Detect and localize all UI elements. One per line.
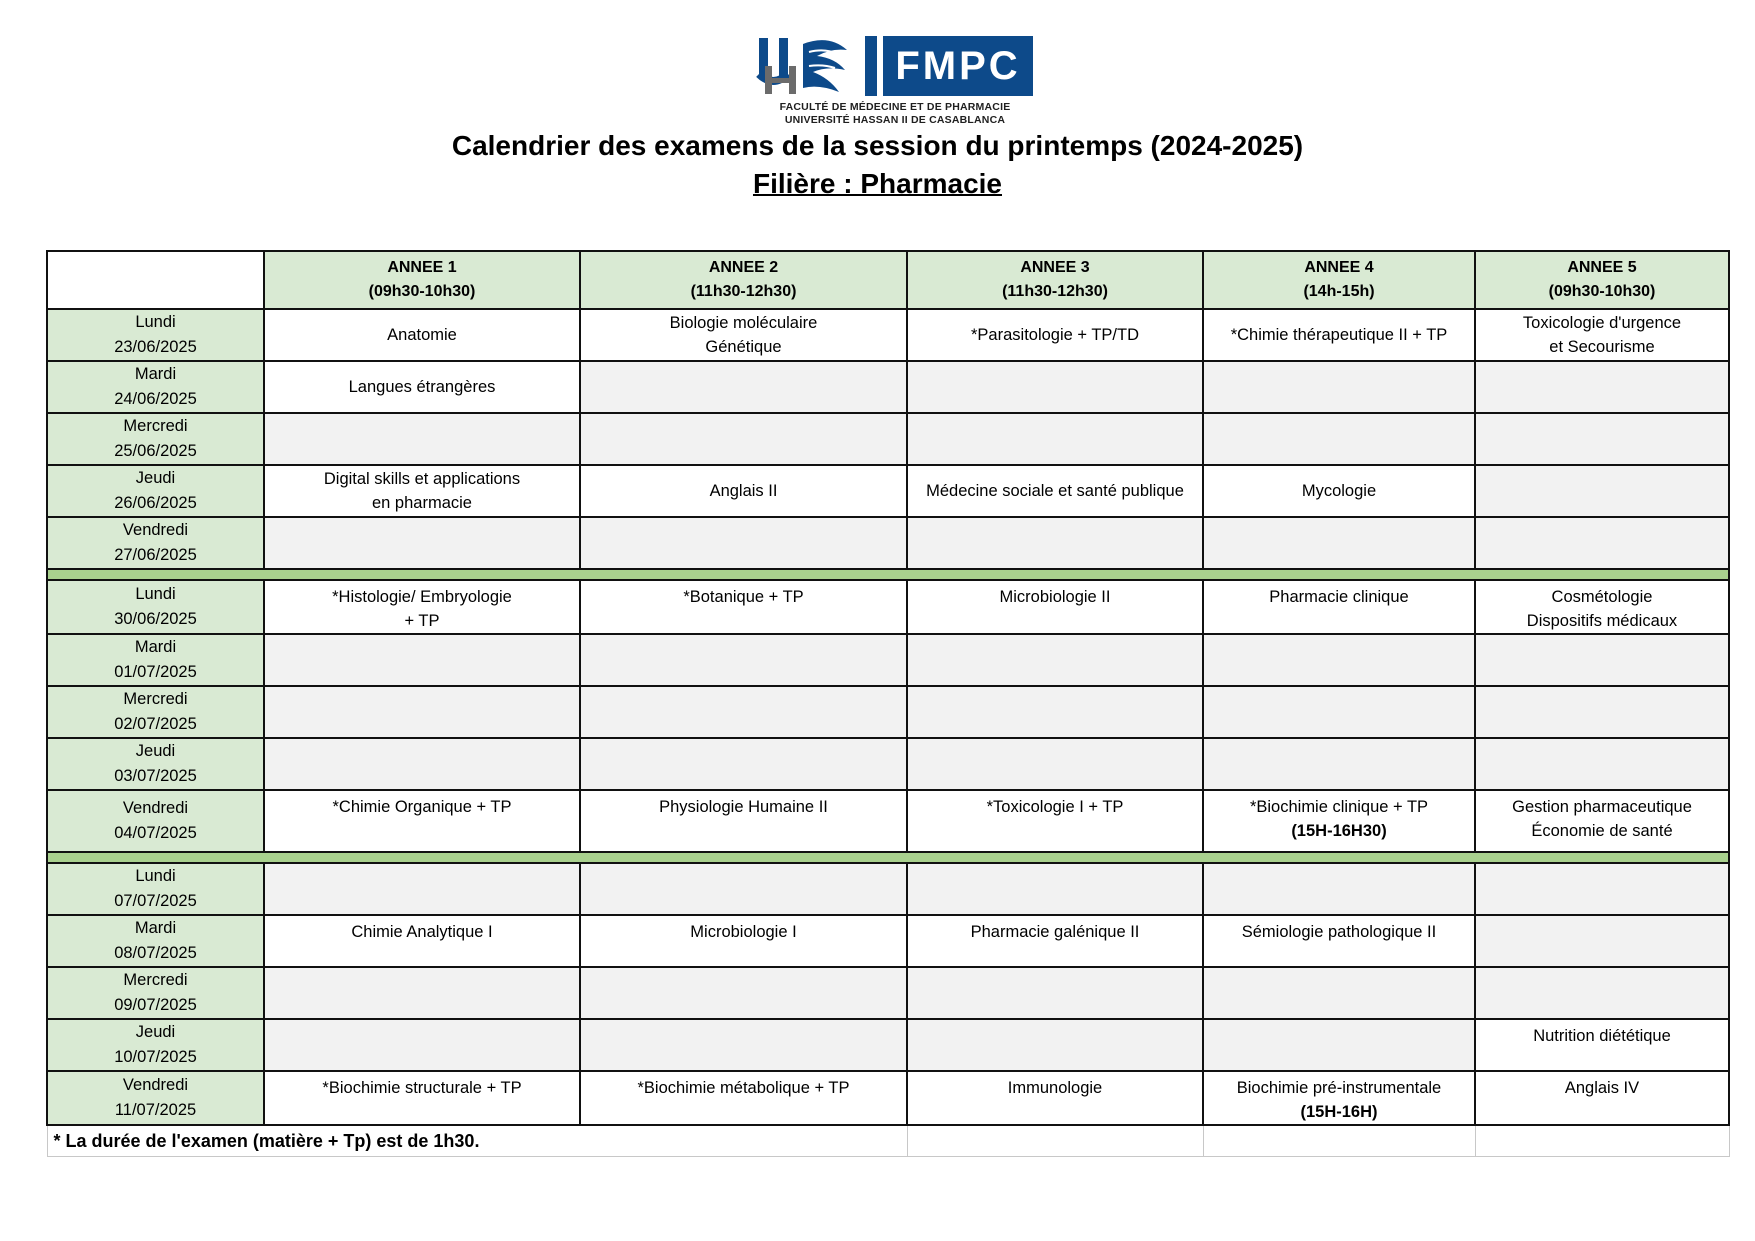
corner-cell: [47, 251, 264, 309]
empty-cell: [580, 413, 907, 465]
day-date: 26/06/2025: [114, 494, 197, 512]
calendar-row: [47, 309, 1729, 361]
footnote-blank-cell: [1203, 1125, 1475, 1157]
empty-cell: [907, 863, 1203, 915]
day-cell: [47, 1071, 264, 1125]
exam-subject-line: *Botanique + TP: [683, 588, 804, 606]
logo-line-faculty: FACULTÉ DE MÉDECINE ET DE PHARMACIE: [779, 101, 1011, 113]
exam-subject-line: Cosmétologie: [1551, 588, 1653, 606]
exam-subject-line: en pharmacie: [372, 494, 472, 512]
day-name: Vendredi: [122, 799, 189, 817]
exam-cell: [907, 465, 1203, 517]
exam-cell: [1203, 1071, 1475, 1125]
empty-cell: [1475, 915, 1729, 967]
exam-cell: [1475, 1019, 1729, 1071]
exam-subject-line: *Chimie Organique + TP: [332, 798, 512, 816]
day-cell: [47, 967, 264, 1019]
exam-cell: [580, 1071, 907, 1125]
day-cell: [47, 1019, 264, 1071]
exam-subject-line: *Chimie thérapeutique II + TP: [1230, 326, 1448, 344]
exam-cell: [1203, 580, 1475, 634]
exam-cell: [580, 580, 907, 634]
empty-cell: [1475, 967, 1729, 1019]
empty-cell: [1475, 686, 1729, 738]
empty-cell: [1475, 413, 1729, 465]
footnote-blank-cell: [907, 1125, 1203, 1157]
day-cell: [47, 863, 264, 915]
empty-cell: [907, 967, 1203, 1019]
empty-cell: [580, 634, 907, 686]
day-cell: [47, 413, 264, 465]
calendar-row: [47, 967, 1729, 1019]
exam-subject-line: Dispositifs médicaux: [1526, 612, 1678, 630]
day-date: 01/07/2025: [114, 663, 197, 681]
empty-cell: [1475, 738, 1729, 790]
empty-cell: [580, 686, 907, 738]
calendar-row: [47, 517, 1729, 569]
exam-subject-line: Immunologie: [1007, 1079, 1103, 1097]
empty-cell: [1475, 863, 1729, 915]
exam-cell: [1475, 1071, 1729, 1125]
week-separator: [47, 852, 1729, 863]
empty-cell: [1203, 686, 1475, 738]
exam-subject-line: Langues étrangères: [348, 378, 496, 396]
exam-cell: [1203, 915, 1475, 967]
page-subtitle: Filière : Pharmacie: [752, 168, 1002, 199]
exam-subject-line: Microbiologie I: [690, 923, 797, 941]
exam-cell: [264, 790, 580, 852]
year-header: ANNEE 2 (11h30-12h30): [580, 251, 907, 309]
calendar-row: [47, 1019, 1729, 1071]
empty-cell: [1475, 517, 1729, 569]
exam-subject-line: Sémiologie pathologique II: [1241, 923, 1437, 941]
exam-cell: [1475, 790, 1729, 852]
exam-time-note: (15H-16H30): [1291, 822, 1387, 840]
empty-cell: [264, 863, 580, 915]
day-date: 24/06/2025: [114, 390, 197, 408]
exam-cell: [907, 309, 1203, 361]
empty-cell: [907, 1019, 1203, 1071]
exam-subject-line: Biochimie pré-instrumentale: [1236, 1079, 1442, 1097]
exam-cell: [907, 1071, 1203, 1125]
footnote: * La durée de l'examen (matière + Tp) est de 1h30.: [47, 1125, 907, 1157]
year-header: ANNEE 4 (14h-15h): [1203, 251, 1475, 309]
exam-subject-line: + TP: [404, 612, 440, 630]
empty-cell: [907, 686, 1203, 738]
calendar-row: [47, 686, 1729, 738]
week-separator-bar: [47, 852, 1729, 863]
day-name: Jeudi: [135, 469, 176, 487]
exam-cell: [1203, 465, 1475, 517]
exam-subject-line: Biologie moléculaire: [669, 314, 818, 332]
fmpc-wordmark: [865, 36, 1033, 96]
page-title: Calendrier des examens de la session du printemps (2024-2025): [451, 130, 1304, 161]
empty-cell: [1203, 1019, 1475, 1071]
exam-subject-line: Anatomie: [387, 326, 457, 344]
calendar-row: [47, 863, 1729, 915]
empty-cell: [580, 517, 907, 569]
exam-subject-line: *Histologie/ Embryologie: [332, 588, 512, 606]
exam-subject-line: Microbiologie II: [999, 588, 1111, 606]
day-name: Lundi: [135, 313, 176, 331]
day-name: Lundi: [135, 585, 176, 603]
empty-cell: [580, 967, 907, 1019]
exam-cell: [580, 309, 907, 361]
year-header: ANNEE 3 (11h30-12h30): [907, 251, 1203, 309]
exam-subject-line: Économie de santé: [1531, 822, 1673, 840]
day-cell: [47, 517, 264, 569]
day-cell: [47, 790, 264, 852]
exam-subject-line: Chimie Analytique I: [351, 923, 493, 941]
exam-subject-line: *Parasitologie + TP/TD: [971, 326, 1139, 344]
day-name: Mercredi: [123, 971, 188, 989]
empty-cell: [580, 361, 907, 413]
day-date: 03/07/2025: [114, 767, 197, 785]
day-cell: [47, 465, 264, 517]
exam-subject-line: Anglais IV: [1564, 1079, 1640, 1097]
empty-cell: [907, 517, 1203, 569]
day-date: 02/07/2025: [114, 715, 197, 733]
exam-cell: [1475, 580, 1729, 634]
calendar-row: [47, 361, 1729, 413]
exam-subject-line: Nutrition diététique: [1533, 1027, 1671, 1045]
day-date: 04/07/2025: [114, 824, 197, 842]
exam-subject-line: *Biochimie structurale + TP: [322, 1079, 522, 1097]
day-cell: [47, 634, 264, 686]
empty-cell: [907, 738, 1203, 790]
calendar-row: [47, 413, 1729, 465]
year-header: ANNEE 5 (09h30-10h30): [1475, 251, 1729, 309]
day-cell: [47, 738, 264, 790]
day-name: Jeudi: [135, 742, 176, 760]
day-date: 23/06/2025: [114, 338, 197, 356]
empty-cell: [907, 634, 1203, 686]
calendar-row: [47, 915, 1729, 967]
calendar-row: [47, 634, 1729, 686]
exam-cell: [1203, 790, 1475, 852]
exam-cell: [580, 915, 907, 967]
exam-subject-line: *Biochimie clinique + TP: [1249, 798, 1429, 816]
exam-subject-line: *Biochimie métabolique + TP: [637, 1079, 850, 1097]
logo-line-university: UNIVERSITÉ HASSAN II DE CASABLANCA: [784, 114, 1006, 126]
calendar-row: [47, 790, 1729, 852]
week-separator-bar: [47, 569, 1729, 580]
year-header-row: [47, 251, 1729, 309]
exam-subject-line: *Toxicologie I + TP: [986, 798, 1124, 816]
empty-cell: [1203, 863, 1475, 915]
exam-subject-line: Digital skills et applications: [323, 470, 521, 488]
day-date: 30/06/2025: [114, 610, 197, 628]
day-date: 07/07/2025: [114, 892, 197, 910]
day-name: Vendredi: [122, 1076, 189, 1094]
exam-cell: [1475, 309, 1729, 361]
day-name: Mardi: [134, 638, 177, 656]
exam-subject-line: Pharmacie galénique II: [970, 923, 1140, 941]
day-date: 10/07/2025: [114, 1048, 197, 1066]
exam-time-note: (15H-16H): [1300, 1103, 1378, 1121]
day-cell: [47, 309, 264, 361]
empty-cell: [1475, 361, 1729, 413]
empty-cell: [580, 1019, 907, 1071]
fmpc-logo: [755, 34, 1035, 129]
exam-subject-line: Toxicologie d'urgence: [1522, 314, 1682, 332]
year-header: ANNEE 1 (09h30-10h30): [264, 251, 580, 309]
empty-cell: [264, 413, 580, 465]
day-name: Mercredi: [123, 690, 188, 708]
empty-cell: [1203, 738, 1475, 790]
day-name: Vendredi: [122, 521, 189, 539]
footnote-blank-cell: [1475, 1125, 1729, 1157]
day-date: 11/07/2025: [114, 1101, 197, 1119]
exam-subject-line: Physiologie Humaine II: [659, 798, 828, 816]
exam-subject-line: Génétique: [705, 338, 782, 356]
exam-subject-line: Anglais II: [709, 482, 778, 500]
empty-cell: [580, 863, 907, 915]
day-name: Mercredi: [123, 417, 188, 435]
exam-cell: [264, 580, 580, 634]
empty-cell: [1475, 465, 1729, 517]
day-name: Jeudi: [135, 1023, 176, 1041]
empty-cell: [907, 361, 1203, 413]
exam-cell: [907, 915, 1203, 967]
day-cell: [47, 580, 264, 634]
exam-cell: [264, 465, 580, 517]
fmpc-brand: FMPC: [883, 36, 1033, 96]
empty-cell: [580, 738, 907, 790]
exam-calendar-table: [46, 250, 1730, 1157]
exam-cell: [264, 309, 580, 361]
calendar-row: [47, 1071, 1729, 1125]
empty-cell: [907, 413, 1203, 465]
exam-cell: [264, 361, 580, 413]
day-name: Mardi: [134, 365, 177, 383]
exam-subject-line: Mycologie: [1301, 482, 1377, 500]
empty-cell: [1203, 361, 1475, 413]
footnote-row: [47, 1125, 1729, 1157]
day-date: 08/07/2025: [114, 944, 197, 962]
empty-cell: [264, 634, 580, 686]
calendar-row: [47, 465, 1729, 517]
empty-cell: [1203, 967, 1475, 1019]
day-name: Lundi: [135, 867, 176, 885]
calendar-row: [47, 580, 1729, 634]
day-name: Mardi: [134, 919, 177, 937]
exam-cell: [264, 1071, 580, 1125]
day-date: 27/06/2025: [114, 546, 197, 564]
day-cell: [47, 361, 264, 413]
exam-cell: [264, 915, 580, 967]
day-cell: [47, 686, 264, 738]
empty-cell: [264, 517, 580, 569]
exam-subject-line: Gestion pharmaceutique: [1512, 798, 1692, 816]
uh-emblem-icon: [755, 36, 855, 96]
exam-subject-line: Médecine sociale et santé publique: [926, 482, 1184, 500]
empty-cell: [1203, 634, 1475, 686]
empty-cell: [264, 967, 580, 1019]
empty-cell: [264, 686, 580, 738]
calendar-body: [47, 309, 1729, 1125]
day-date: 09/07/2025: [114, 996, 197, 1014]
exam-cell: [580, 790, 907, 852]
empty-cell: [264, 738, 580, 790]
day-cell: [47, 915, 264, 967]
empty-cell: [1475, 634, 1729, 686]
calendar-row: [47, 738, 1729, 790]
empty-cell: [1203, 413, 1475, 465]
exam-subject-line: Pharmacie clinique: [1269, 588, 1409, 606]
exam-subject-line: et Secourisme: [1549, 338, 1655, 356]
exam-cell: [1203, 309, 1475, 361]
exam-cell: [907, 580, 1203, 634]
exam-cell: [580, 465, 907, 517]
empty-cell: [1203, 517, 1475, 569]
exam-cell: [907, 790, 1203, 852]
week-separator: [47, 569, 1729, 580]
day-date: 25/06/2025: [114, 442, 197, 460]
empty-cell: [264, 1019, 580, 1071]
